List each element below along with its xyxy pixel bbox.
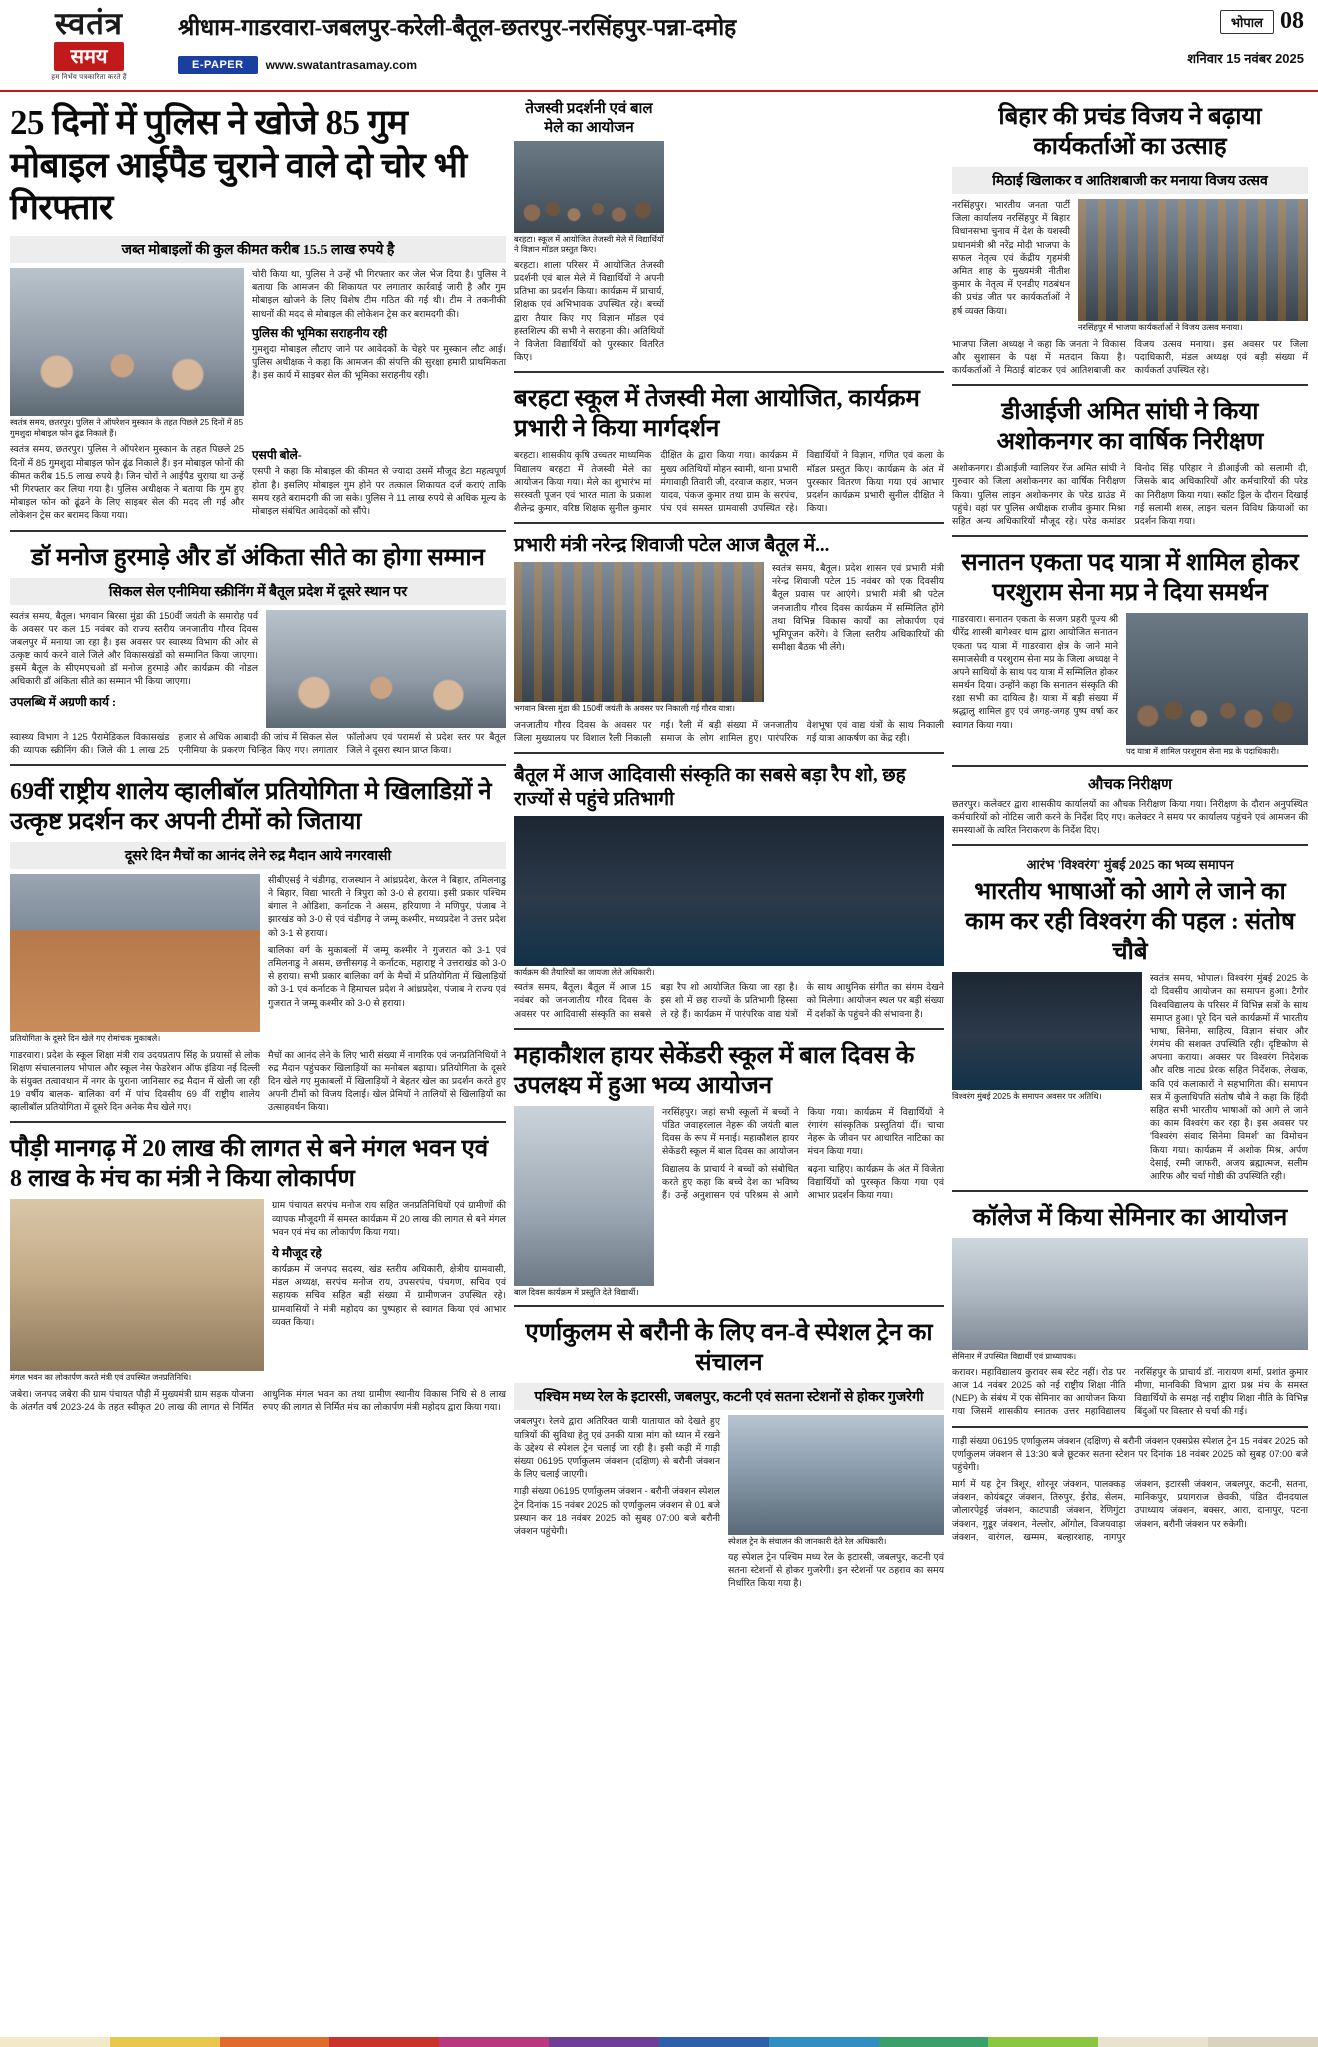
volleyball-subhead: दूसरे दिन मैचों का आनंद लेने रुद्र मैदान आये नगरवासी: [10, 842, 506, 869]
adivasi-body: स्वतंत्र समय, बैतूल। बैतूल में आज 15 नवंबर को जनजातीय गौरव दिवस के अवसर पर आदिवासी संस्कृति का सबसे बड़ा रैप शो आयोजित किया जा रहा है। इस शो में छह राज्यों के प्रतिभागी हिस्सा ले रहे हैं। कार्यक्रम में पारंपरिक वाद्य यंत्रों के साथ आधुनिक संगीत का संगम देखने को मिलेगा। आयोजन स्थल पर बड़ी संख्या में दर्शकों के पहुंचने की संभावना है।: [514, 982, 944, 1019]
train-photo-caption: स्पेशल ट्रेन के संचालन की जानकारी देते रेल अधिकारी।: [728, 1537, 887, 1547]
college-headline: कॉलेज में किया सेमिनार का आयोजन: [972, 1205, 1288, 1232]
tejasvi-body: बरहटा। शाला परिसर में आयोजित तेजस्वी प्रदर्शनी एवं बाल मेले में विद्यार्थियों ने अपनी प्रतिभा का प्रदर्शन किया। कार्यक्रम में प्राचार्य, शिक्षक एवं अभिभावक उपस्थित रहे। बच्चों द्वारा तैयार किए गए विज्ञान मॉडल एवं हस्तशिल्प की सभी ने सराहना की। अतिथियों ने विजेता विद्यार्थियों को पुरस्कार वितरित किए।: [514, 259, 664, 363]
pauri-photo: [10, 1199, 264, 1371]
tejasvi-kicker: तेजस्वी प्रदर्शनी एवं बाल मेले का आयोजन: [525, 101, 653, 136]
bihar-subhead: मिठाई खिलाकर व आतिशबाजी कर मनाया विजय उत्सव: [952, 167, 1308, 194]
mahakaushal-photo: [514, 1106, 654, 1286]
sanatan-photo: [1126, 613, 1308, 745]
bihar-headline: बिहार की प्रचंड विजय ने बढ़ाया कार्यकर्ताओं का उत्साह: [998, 104, 1262, 160]
logo-tagline: हम निर्भय पत्रकारिता करते हैं: [51, 73, 127, 81]
volleyball-body-2: मैचों का आनंद लेने के लिए भारी संख्या में नागरिक एवं जनप्रतिनिधियों ने रुद्र मैदान पहुंचकर खिलाड़ियों का मनोबल बढ़ाया। प्रतियोगिता के दूसरे दिन खेले गए मुकाबलों में खिलाड़ियों ने बेहतर खेल का प्रदर्शन करते हुए अपनी टीमों को विजय दिलाई। खेल प्रेमियों ने तालियों से खिलाड़ियों का उत्साहवर्धन किया।: [268, 1049, 506, 1113]
mahakaushal-body-1: नरसिंहपुर। जहां सभी स्कूलों में बच्चों ने पंडित जवाहरलाल नेहरू की जयंती बाल दिवस के रूप में मनाई। महाकौशल हायर सेकेंडरी स्कूल में बाल दिवस का आयोजन किया गया। कार्यक्रम में विद्यार्थियों ने रंगारंग सांस्कृतिक प्रस्तुतियां दीं। चाचा नेहरू के जीवन पर आधारित नाटिका का मंचन किया गया।: [662, 1106, 944, 1157]
article-minister-visit: [514, 531, 944, 745]
doctors-photo: [266, 610, 506, 728]
train-body-1: जबलपुर। रेलवे द्वारा अतिरिक्त यात्री यातायात को देखते हुए यात्रियों की सुविधा हेतु एवं उनकी यात्रा मांग को ध्यान में रखने के उद्देश्य से स्पेशल ट्रेन चलाई जा रही है। इसी कड़ी में गाड़ी संख्या 06195 एर्णाकुलम जंक्शन (दक्षिण) से बरौनी जंक्शन के लिए चलाई जाएगी।: [514, 1416, 720, 1480]
pauri-headline: पौड़ी मानगढ़ में 20 लाख की लागत से बने मंगल भवन एवं 8 लाख के मंच का मंत्री ने किया लोकार्पण: [10, 1136, 489, 1193]
minister-headline: प्रभारी मंत्री नरेन्द्र शिवाजी पटेल आज बैतूल में...: [514, 535, 830, 557]
minister-extra: जनजातीय गौरव दिवस के अवसर पर जिला मुख्यालय पर विशाल रैली निकाली गई। रैली में बड़ी संख्या में जनजातीय समाज के लोग शामिल हुए। पारंपरिक वेशभूषा एवं वाद्य यंत्रों के साथ निकाली गई यात्रा आकर्षण का केंद्र रही।: [514, 719, 944, 743]
article-volleyball: [10, 773, 506, 1115]
train-body-2: गाड़ी संख्या 06195 एर्णाकुलम जंक्शन - बरौनी जंक्शन स्पेशल ट्रेन दिनांक 15 नवंबर 2025 को एर्णाकुलम जंक्शन से 01 बजे प्रस्थान कर 18 नवंबर 2025 को सुबह 07:00 बजे बरौनी जंक्शन पहुंचेगी।: [514, 1486, 720, 1536]
middle-column: [514, 98, 944, 1591]
doctors-body: स्वतंत्र समय, बैतूल। भगवान बिरसा मुंडा की 150वीं जयंती के समारोह पर्व के अवसर पर कल 15 नवंबर को राज्य स्तरीय जनजातीय गौरव दिवस जबलपुर में मनाया जा रहा है। इस अवसर पर स्वास्थ्य विभाग की ओर से उत्कृष्ट कार्य करने वाले जिले और विकासखंडों को सम्मानित किया जाएगा। इसमें बैतूल के सीएमएचओ डॉ मनोज हुरमाड़े और कार्यक्रम की नोडल अधिकारी डॉ अंकिता सीते का सम्मान भी किया जाएगा।: [10, 610, 258, 687]
lead-subhead-2-title: एसपी बोले-: [252, 448, 302, 463]
vishwarang-photo: [952, 972, 1142, 1090]
pauri-photo-caption: मंगल भवन का लोकार्पण करते मंत्री एवं उपस्थित जनप्रतिनिधि।: [10, 1373, 192, 1383]
aukchak-headline: औचक निरीक्षण: [1088, 776, 1172, 793]
publication-date: शनिवार 15 नवंबर 2025: [1187, 51, 1304, 66]
college-body: करावर। महाविद्यालय कुरावर सब स्टेट नहीं। रोड पर आज 14 नवंबर 2025 को नई राष्ट्रीय शिक्षा नीति (NEP) के संबंध में एक सेमिनार का आयोजन किया गया जिसमें शासकीय स्नातक उत्तर महाविद्यालय नरसिंहपुर के प्राचार्य डॉ. नारायण शर्मा, प्रशांत कुमार मीणा, मानविकी विभाग द्वारा प्रश्न मंच के समस्त विद्यार्थियों के समक्ष नई राष्ट्रीय शिक्षा नीति के विभिन्न बिंदुओं पर विस्तार से चर्चा की गई।: [952, 1366, 1308, 1417]
pauri-body-1: जबेरा। जनपद जबेरा की ग्राम पंचायत पौड़ी में मुख्यमंत्री ग्राम सड़क योजना के अंतर्गत वर्ष 2023-24 के तहत स्वीकृत 20 लाख की लागत से निर्मित आधुनिक मंगल भवन का तथा ग्रामीण स्थानीय विकास निधि से 8 लाख रुपए की लागत से निर्मित मंच का लोकार्पण मंत्री महोदय द्वारा किया गया।: [10, 1389, 506, 1413]
right-column: [952, 98, 1308, 1591]
daig-body: अशोकनगर। डीआईजी ग्वालियर रेंज अमित सांघी ने गुरुवार को जिला अशोकनगर का वार्षिक निरीक्षण किया। पुलिस लाइन अशोकनगर के परेड ग्राउंड में पहुंचे। वहां पर पुलिस अधीक्षक राजीव कुमार मिश्रा सहित अन्य अधिकारियों मौजूद रहे। परेड कमांडर विनोद सिंह परिहार ने डीआईजी को सलामी दी, जिसके बाद अधिकारियों और कर्मचारियों की परेड का निरीक्षण किया गया। स्कॉट ड्रिल के दौरान दिखाई गई सलामी शस्त्र, लाइन चलन विविध क्रियाओं का प्रदर्शन किया गया।: [952, 463, 1308, 526]
sanatan-headline: सनातन एकता पद यात्रा में शामिल होकर परशुराम सेना मप्र ने दिया समर्थन: [961, 550, 1299, 607]
article-lead-mobile-recovery: [10, 98, 506, 523]
adivasi-photo-caption: कार्यक्रम की तैयारियों का जायजा लेते अधिकारी।: [514, 967, 655, 977]
lead-photo: [10, 268, 244, 416]
masthead-right: [1187, 4, 1304, 67]
adivasi-headline: बैतूल में आज आदिवासी संस्कृति का सबसे बड़ा रैप शो, छह राज्यों से पहुंचे प्रतिभागी: [514, 765, 906, 810]
volleyball-body-3: सीबीएसई ने चंडीगढ़, राजस्थान ने आंध्रप्रदेश, केरल ने बिहार, तमिलनाडु ने बिहार, विद्या भारती ने त्रिपुरा को 3-0 से हराया। इसी प्रकार पश्चिम बंगाल ने ओडिशा, कर्नाटक ने असम, हरियाणा ने मणिपुर, पंजाब ने झारखंड को 3-0 से एवं चंडीगढ़ ने जम्मू कश्मीर, मध्यप्रदेश ने उत्तर प्रदेश को 3-1 से हराया।: [268, 874, 506, 938]
article-aukchak-inspection: [952, 774, 1308, 837]
article-mahakaushal-bal-diwas: [514, 1037, 944, 1299]
volleyball-body-4: बालिका वर्ग के मुकाबलों में जम्मू कश्मीर ने गुजरात को 3-1 एवं तमिलनाडु ने असम, छत्तीसगढ़ ने कर्नाटक, महाराष्ट्र ने उत्तराखंड को 3-0 से हराया। सभी प्रकार बालिका वर्ग के मैचों में प्रतियोगिता में खिलाड़ियों को 3-1 एवं कर्नाटक ने हिमाचल प्रदेश ने आंध्रप्रदेश, पंजाब ने राज्य एवं गुजरात ने जम्मू कश्मीर को 3-0 से हराया।: [268, 944, 506, 1008]
sanatan-photo-caption: पद यात्रा में शामिल परशुराम सेना मप्र के पदाधिकारी।: [1126, 747, 1280, 757]
page-number: 08: [1280, 8, 1304, 34]
tejasvi-photo-caption: बरहटा। स्कूल में आयोजित तेजस्वी मेले में विद्यार्थियों ने विज्ञान मॉडल प्रस्तुत किए।: [514, 234, 664, 255]
logo-main-text: स्वतंत्र: [54, 6, 124, 41]
minister-photo-caption: भगवान बिरसा मुंडा की 150वीं जयंती के अवसर पर निकाली गई गौरव यात्रा।: [514, 704, 736, 713]
article-doctors-honour: [10, 539, 506, 757]
lead-subhead-2-body: एसपी ने कहा कि मोबाइल की कीमत से ज्यादा उसमें मौजूद डेटा महत्वपूर्ण होता है। इसलिए मोबाइल गुम होने पर तत्काल शिकायत दर्ज कराएं ताकि समय रहते बरामदगी की जा सके। पुलिस ने 11 लाख रुपये से अधिक मूल्य के मोबाइल संबंधित आवेदकों को सौंपे।: [252, 466, 506, 516]
minister-body: स्वतंत्र समय, बैतूल। प्रदेश शासन एवं प्रभारी मंत्री नरेन्द्र शिवाजी पटेल 15 नवंबर को एक दिवसीय बैतूल प्रवास पर आएंगे। प्रभारी मंत्री श्री पटेल जनजातीय गौरव दिवस कार्यक्रम में सम्मिलित होंगे तथा विभिन्न विकास कार्यों का लोकार्पण एवं भूमिपूजन करेंगे। वे जिला स्तरीय अधिकारियों की समीक्षा बैठक भी लेंगे।: [772, 563, 944, 653]
train-headline: एर्णाकुलम से बरौनी के लिए वन-वे स्पेशल ट्रेन का संचालन: [525, 1320, 933, 1377]
lead-headline: 25 दिनों में पुलिस ने खोजे 85 गुम मोबाइल आईपैड चुराने वाले दो चोर भी गिरफ्तार: [10, 103, 467, 228]
mid-top-row: [514, 98, 944, 364]
daig-headline: डीआईजी अमित सांघी ने किया अशोकनगर का वार्षिक निरीक्षण: [996, 399, 1264, 456]
pauri-body-2: ग्राम पंचायत सरपंच मनोज राय सहित जनप्रतिनिधियों एवं ग्रामीणों की व्यापक मौजूदगी में समस्त कार्यक्रम में 20 लाख की लागत से बने मंगल भवन एवं मंच का लोकार्पण किया गया।: [272, 1200, 506, 1237]
article-bihar-victory: [952, 98, 1308, 377]
article-barhata-school: [514, 380, 944, 515]
bihar-photo: [1078, 199, 1308, 321]
tejasvi-photo: [514, 141, 664, 233]
vishwarang-headline: भारतीय भाषाओं को आगे ले जाने का काम कर रही विश्वरंग की पहल : संतोष चौबे: [965, 879, 1295, 966]
lead-main-body: स्वतंत्र समय, छतरपुर। पुलिस ने ऑपरेशन मुस्कान के तहत पिछले 25 दिनों में 85 गुमशुदा मोबाइल फोन ढूंढ निकाले हैं। इन मोबाइल फोनों की कीमत करीब 15.5 लाख रुपये है। जिन चोरों ने आईपैड चुराया था उन्हें भी गिरफ्तार कर लिया गया है। पुलिस अधीक्षक ने बताया कि गुम हुए मोबाइल फोन को ढूंढने के लिए साइबर सेल की मदद ली गई और लोकेशन ट्रेस कर बरामद किया गया।: [10, 444, 244, 521]
lead-subhead-1-title: पुलिस की भूमिका सराहनीय रही: [252, 325, 388, 340]
volleyball-headline: 69वीं राष्ट्रीय शालेय व्हालीबॉल प्रतियोगिता मे खिलाडिय़ों ने उत्कृष्ट प्रदर्शन कर अपनी टीमों को जिताया: [10, 778, 492, 835]
minister-photo: [514, 562, 764, 702]
article-daig-inspection: [952, 393, 1308, 528]
college-photo: [952, 1238, 1308, 1350]
edition-name: भोपाल: [1220, 10, 1274, 34]
vishwarang-kicker: आरंभ 'विश्वरंग' मुंबई 2025 का भव्य समापन: [1026, 857, 1234, 873]
train-subhead: पश्चिम मध्य रेल के इटारसी, जबलपुर, कटनी एवं सतना स्टेशनों से होकर गुजरेगी: [514, 1383, 944, 1410]
article-vishwarang: [952, 853, 1308, 1183]
article-special-train: [514, 1314, 944, 1590]
article-pauri-mangal-bhawan: [10, 1130, 506, 1414]
article-adivasi-rap-show: [514, 761, 944, 1021]
bihar-body-1: नरसिंहपुर। भारतीय जनता पार्टी जिला कार्यालय नरसिंहपुर में बिहार विधानसभा चुनाव में देश के यशस्वी प्रधानमंत्री श्री नरेंद्र मोदी भाजपा के सफल नेतृत्व एवं केंद्रीय गृहमंत्री अमित शाह के मुख्यमंत्री नीतीश कुमार के नेतृत्व में एनडीए गठबंधन की प्रचंड जीत पर कार्यकर्ताओं ने हर्ष व्यक्त किया।: [952, 200, 1070, 316]
aukchak-body: छतरपुर। कलेक्टर द्वारा शासकीय कार्यालयों का औचक निरीक्षण किया गया। निरीक्षण के दौरान अनुपस्थित कर्मचारियों को नोटिस जारी करने के निर्देश दिए गए। कलेक्टर ने समय पर कार्यालय पहुंचने एवं आमजन की समस्याओं के त्वरित निराकरण के निर्देश दिए।: [952, 798, 1308, 835]
bihar-photo-caption: नरसिंहपुर में भाजपा कार्यकर्ताओं ने विजय उत्सव मनाया।: [1078, 323, 1243, 332]
doctors-note-body: स्वास्थ्य विभाग ने 125 पैरामेडिकल विकासखंड की व्यापक स्क्रीनिंग की। जिले की 1 लाख 25 हजार से अधिक आबादी की जांच में सिकल सेल एनीमिया के प्रकरण चिन्हित किए गए। लगातार फॉलोअप एवं परामर्श से प्रदेश स्तर पर बैतूल जिले ने दूसरा स्थान प्राप्त किया।: [10, 731, 506, 755]
color-registration-strip: [0, 2037, 1318, 2047]
mahakaushal-headline: महाकौशल हायर सेकेंडरी स्कूल में बाल दिवस के उपलक्ष्य में हुआ भव्य आयोजन: [514, 1042, 915, 1099]
logo-sub-text: समय: [54, 42, 123, 71]
sanatan-body: गाडरवारा। सनातन एकता के सजग प्रहरी पूज्य श्री धीरेंद्र शास्त्री बागेश्वर धाम द्वारा आयोजित सनातन एकता पद यात्रा में गाडरवारा क्षेत्र के जाने माने समाजसेवी व परशुराम सेना मप्र के जिला अध्यक्ष ने अपने साथियों के साथ पद यात्रा में सम्मिलित होकर समर्थन दिया। उन्होंने कहा कि सनातन संस्कृति की रक्षा सभी का दायित्व है। यात्रा में बड़ी संख्या में श्रद्धालु शामिल हुए एवं जगह-जगह पुष्प वर्षा कर स्वागत किया गया।: [952, 614, 1118, 730]
volleyball-photo-caption: प्रतियोगिता के दूसरे दिन खेले गए रोमांचक मुकाबले।: [10, 1033, 161, 1043]
mahakaushal-body-2: विद्यालय के प्राचार्य ने बच्चों को संबोधित करते हुए कहा कि बच्चे देश का भविष्य हैं। उन्हें अनुशासन एवं परिश्रम से आगे बढ़ना चाहिए। कार्यक्रम के अंत में विजेता विद्यार्थियों को पुरस्कृत किया गया एवं आभार प्रदर्शन किया गया।: [662, 1163, 944, 1200]
train-photo: [728, 1415, 944, 1535]
left-column: [10, 98, 506, 1591]
pauri-body-3: कार्यक्रम में जनपद सदस्य, खंड स्तरीय अधिकारी, क्षेत्रीय ग्रामवासी, मंडल अध्यक्ष, सरपंच मनोज राय, उपसरपंच, पंचगण, सचिव एवं सहायक सचिव सहित बड़ी संख्या में ग्रामीणजन उपस्थित रहे। ग्रामवासियों ने मंत्री महोदय का पुष्पहार से स्वागत किया एवं आभार व्यक्त किया।: [272, 1264, 506, 1327]
college-photo-caption: सेमिनार में उपस्थित विद्यार्थी एवं प्राध्यापक।: [952, 1352, 1077, 1362]
article-tejasvi-mela: [514, 98, 664, 364]
volleyball-body-1: गाडरवारा। प्रदेश के स्कूल शिक्षा मंत्री राव उदयप्रताप सिंह के प्रयासों से लोक शिक्षण संचालनालय भोपाल और स्कूल नेस फेडरेशन ऑफ इंडिया नई दिल्ली के संयुक्त तत्वावधान में नगर के पुराना जानिसार रुद्र मैदान में खेली जा रही 19 वर्षीय बालक- बालिका वर्ग में पांच दिवसीय 69 वीं राष्ट्रीय शालेय व्हालीबॉल प्रतियोगिता में दूसरे दिन अनेक मैच खेले गए।: [10, 1049, 260, 1113]
newspaper-logo: [14, 4, 164, 82]
adivasi-photo: [514, 816, 944, 966]
lead-photo-caption: स्वतंत्र समय, छतरपुर। पुलिस ने ऑपरेशन मुस्कान के तहत पिछले 25 दिनों में 85 गुमशुदा मोबाइल फोन ढूंढ निकाले हैं।: [10, 418, 244, 438]
edition-places-line: श्रीधाम-गाडरवारा-जबलपुर-करेली-बैतूल-छतरपुर-नरसिंहपुर-पन्ना-दमोह: [178, 15, 736, 40]
barhata-headline: बरहटा स्कूल में तेजस्वी मेला आयोजित, कार्यक्रम प्रभारी ने किया मार्गदर्शन: [514, 386, 920, 443]
doctors-note-title: उपलब्धि में अग्रणी कार्य :: [10, 694, 116, 709]
article-college-seminar: [952, 1199, 1308, 1418]
lead-subhead-1-body: गुमशुदा मोबाइल लौटाए जाने पर आवेदकों के चेहरे पर मुस्कान लौट आई। पुलिस अधीक्षक ने कहा कि आमजन की संपत्ति की सुरक्षा हमारी प्राथमिकता है। इस कार्य में साइबर सेल की भूमिका सराहनीय रही।: [252, 343, 506, 381]
mahakaushal-photo-caption: बाल दिवस कार्यक्रम में प्रस्तुति देते विद्यार्थी।: [514, 1287, 639, 1297]
pauri-sub-title: ये मौजूद रहे: [272, 1246, 322, 1261]
lead-body-column: चोरी किया था, पुलिस ने उन्हें भी गिरफ्तार कर जेल भेज दिया है। पुलिस ने बताया कि आमजन की शिकायत पर लगातार कार्रवाई जारी है और गुम मोबाइल खोजने के लिए विशेष टीम गठित की गई थी। टीम ने तकनीकी साधनों की मदद से मोबाइल की लोकेशन ट्रेस कर बरामदगी की।: [252, 269, 506, 319]
doctors-subhead: सिकल सेल एनीमिया स्क्रीनिंग में बैतूल प्रदेश में दूसरे स्थान पर: [10, 578, 506, 605]
train-body-5: मार्ग में यह ट्रेन त्रिशूर, शोरनूर जंक्शन, पालक्कड़ जंक्शन, कोयंबटूर जंक्शन, तिरुपुर, ईरोड, सेलम, जोलारपेट्टई जंक्शन, काटपाडी जंक्शन, रेणिगुंटा जंक्शन, गुडूर जंक्शन, नेल्लोर, ओंगोल, विजयवाड़ा जंक्शन, वारंगल, खम्मम, बल्हारशाह, नागपुर जंक्शन, इटारसी जंक्शन, जबलपुर, कटनी, सतना, मानिकपुर, प्रयागराज छेवकी, पंडित दीनदयाल उपाध्याय जंक्शन, बक्सर, आरा, दानापुर, पटना जंक्शन, बरौनी जंक्शन पर रुकेगी।: [952, 1479, 1308, 1542]
train-body-4: गाड़ी संख्या 06195 एर्णाकुलम जंक्शन (दक्षिण) से बरौनी जंक्शन एक्सप्रेस स्पेशल ट्रेन 15 नवंबर 2025 को एर्णाकुलम जंक्शन से 13:30 बजे छूटकर सतना स्टेशन पर दिनांक 18 नवंबर 2025 को सुबह 07:00 बजे पहुंचेगी।: [952, 1435, 1308, 1472]
barhata-body: बरहटा। शासकीय कृषि उच्चतर माध्यमिक विद्यालय बरहटा में तेजस्वी मेले का आयोजन किया गया। मेले का शुभारंभ मां सरस्वती पूजन एवं भारत माता के प्रकाश शैलेन्द्र कुमार, वरिष्ठ शिक्षक सुनील कुमार दीक्षित के द्वारा किया गया। कार्यक्रम में मुख्य अतिथियों मोहन स्वामी, थाना प्रभारी मंगावाही तिवारी जी, दरवाज कहार, भजन यादव, पंकज कुमार तथा ग्राम के सरपंच, पंच एवं समस्त ग्रामवासी उपस्थित रहे। विद्यार्थियों ने विज्ञान, गणित एवं कला के मॉडल प्रस्तुत किए। कार्यक्रम के अंत में पुरस्कार वितरण किया गया एवं आभार प्रदर्शन कार्यक्रम प्रभारी सुनील दीक्षित ने किया।: [514, 450, 944, 514]
train-body-3: यह स्पेशल ट्रेन पश्चिम मध्य रेल के इटारसी, जबलपुर, कटनी एवं सतना स्टेशनों से होकर गुजरेगी। इन स्टेशनों पर ठहराव का समय निर्धारित किया गया है।: [728, 1552, 944, 1589]
masthead-center: [164, 4, 1187, 76]
lead-subhead: जब्त मोबाइलों की कुल कीमत करीब 15.5 लाख रुपये है: [10, 236, 506, 263]
doctors-headline: डॉ मनोज हुरमाड़े और डॉ अंकिता सीते का होगा सम्मान: [31, 544, 485, 571]
masthead: [0, 0, 1318, 92]
bihar-body-2: भाजपा जिला अध्यक्ष ने कहा कि जनता ने विकास और सुशासन के पक्ष में मतदान किया है। कार्यकर्ताओं ने मिठाई बांटकर एवं आतिशबाजी कर विजय उत्सव मनाया। इस अवसर पर जिला पदाधिकारी, मंडल अध्यक्ष एवं बड़ी संख्या में कार्यकर्ता उपस्थित रहे।: [952, 338, 1308, 376]
website-link[interactable]: www.swatantrasamay.com: [265, 58, 417, 72]
article-train-route: [952, 1435, 1308, 1545]
vishwarang-photo-caption: विश्वरंग मुंबई 2025 के समापन अवसर पर अतिथि।: [952, 1092, 1102, 1102]
masthead-strip: [178, 54, 1187, 76]
volleyball-photo: [10, 874, 260, 1032]
epaper-button[interactable]: E-PAPER: [178, 56, 258, 74]
article-sanatan-yatra: [952, 544, 1308, 758]
page-content: [0, 92, 1318, 1591]
vishwarang-body: स्वतंत्र समय, भोपाल। विश्वरंग मुंबई 2025 के दो दिवसीय आयोजन का समापन हुआ। टैगोर विश्वविद्यालय के परिसर में विभिन्न सत्रों के साथ समाप्त हुआ। पूरे दिन चले कार्यक्रमों में भारतीय भाषा, सिनेमा, साहित्य, विज्ञान संचार और रंगमंच की सशक्त उपस्थिति रही। दृष्टिकोण से अपनाा कराया। अक्सर पर विश्वरंग निदेशक और वरिष्ठ नाट्य प्रेरक सहित निर्देशक, लेखक, कवि एवं कलाकारों ने सहभागिता की। समापन सत्र में कुलाधिपति संतोष चौबे ने कहा कि हिंदी सहित सभी भारतीय भाषाओं को आगे ले जाने का काम विश्वरंग कर रहा है। इस अवसर पर 'विश्वरंग संवाद सिनेमा विमर्श' का विमोचन किया गया। कार्यक्रम में अशोक मिश्र, अर्पण देसाई, रम्मी जाफरी, अजय ब्रह्मात्मज, सलीम आरिफ और चर्चा गोष्ठी की उपस्थिति रही।: [1150, 973, 1308, 1181]
